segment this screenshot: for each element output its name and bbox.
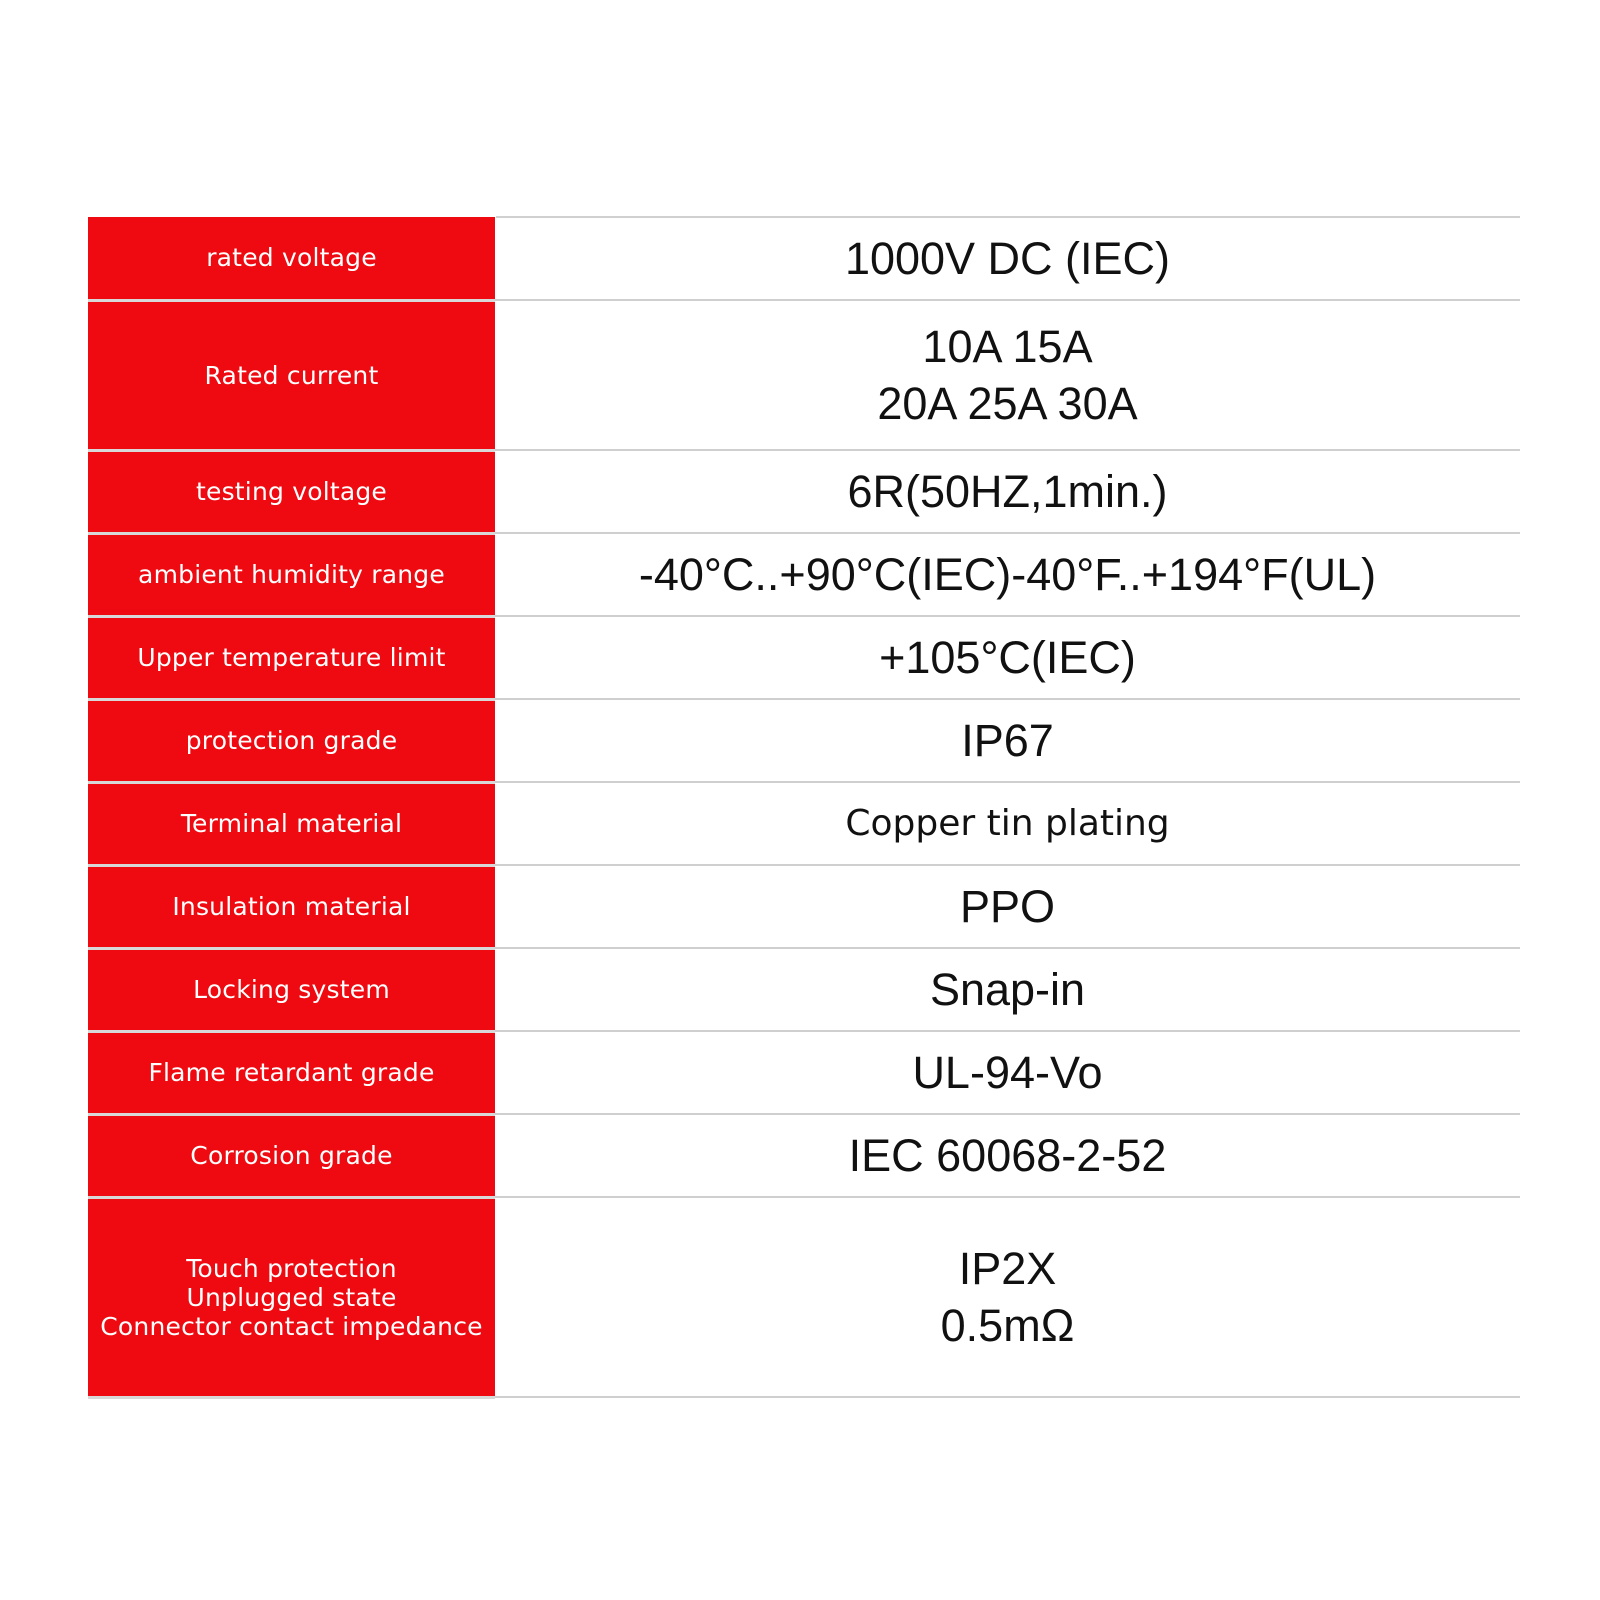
spec-value-flame-retardant-grade xyxy=(495,1031,1520,1114)
spec-value-rated-voltage xyxy=(495,217,1520,300)
spec-value-text: Copper tin plating xyxy=(845,803,1170,844)
table-row xyxy=(88,616,1520,699)
table-row xyxy=(88,1031,1520,1114)
spec-value-text: 0.5mΩ xyxy=(940,1300,1075,1351)
spec-value-testing-voltage xyxy=(495,450,1520,533)
spec-value-protection-grade xyxy=(495,699,1520,782)
spec-value-text: IP67 xyxy=(961,715,1054,766)
table-row xyxy=(88,450,1520,533)
spec-value-insulation-material xyxy=(495,865,1520,948)
spec-label-text: ambient humidity range xyxy=(138,560,445,589)
spec-label-upper-temperature-limit xyxy=(88,616,495,699)
spec-label-testing-voltage xyxy=(88,450,495,533)
spec-label-text: Locking system xyxy=(193,975,390,1004)
table-row xyxy=(88,217,1520,300)
spec-label-insulation-material xyxy=(88,865,495,948)
spec-label-locking-system xyxy=(88,948,495,1031)
spec-value-locking-system xyxy=(495,948,1520,1031)
spec-label-ambient-humidity-range xyxy=(88,533,495,616)
spec-value-text: IP2X xyxy=(958,1243,1057,1294)
spec-value-text: UL-94-Vo xyxy=(912,1047,1103,1098)
spec-label-corrosion-grade xyxy=(88,1114,495,1197)
spec-value-touch-protection xyxy=(495,1197,1520,1397)
table-row xyxy=(88,699,1520,782)
spec-table xyxy=(88,217,1520,1399)
table-row xyxy=(88,300,1520,450)
spec-label-text: Unplugged state xyxy=(186,1282,397,1312)
table-row xyxy=(88,1197,1520,1397)
spec-value-text: Snap-in xyxy=(929,964,1086,1015)
table-row xyxy=(88,1114,1520,1197)
spec-value-text: -40°C..+90°C(IEC)-40°F..+194°F(UL) xyxy=(638,549,1377,600)
spec-value-terminal-material xyxy=(495,782,1520,865)
spec-value-corrosion-grade xyxy=(495,1114,1520,1197)
spec-value-text: 1000V DC (IEC) xyxy=(844,232,1171,284)
table-row xyxy=(88,533,1520,616)
table-row xyxy=(88,948,1520,1031)
spec-value-text: PPO xyxy=(959,881,1056,932)
spec-label-text: protection grade xyxy=(185,726,398,755)
spec-label-touch-protection xyxy=(88,1197,495,1397)
spec-value-text: 20A 25A 30A xyxy=(877,378,1138,429)
spec-label-text: Terminal material xyxy=(180,809,403,838)
spec-value-ambient-humidity-range xyxy=(495,533,1520,616)
spec-value-text: 10A 15A xyxy=(922,321,1093,372)
spec-label-text: Rated current xyxy=(204,360,379,390)
spec-label-text: rated voltage xyxy=(206,243,377,273)
spec-label-text: Touch protection xyxy=(186,1253,397,1283)
spec-label-rated-current xyxy=(88,300,495,450)
spec-label-flame-retardant-grade xyxy=(88,1031,495,1114)
table-row xyxy=(88,782,1520,865)
spec-label-text: Flame retardant grade xyxy=(148,1058,435,1087)
spec-label-text: Upper temperature limit xyxy=(137,643,446,672)
spec-value-rated-current xyxy=(495,300,1520,450)
spec-label-terminal-material xyxy=(88,782,495,865)
spec-label-text: Connector contact impedance xyxy=(100,1311,483,1341)
spec-value-upper-temperature-limit xyxy=(495,616,1520,699)
spec-label-protection-grade xyxy=(88,699,495,782)
spec-label-text: testing voltage xyxy=(195,477,388,506)
spec-value-text: 6R(50HZ,1min.) xyxy=(847,466,1168,517)
table-row xyxy=(88,865,1520,948)
spec-value-text: +105°C(IEC) xyxy=(879,632,1136,683)
spec-label-text: Corrosion grade xyxy=(190,1141,393,1170)
spec-label-text: Insulation material xyxy=(172,892,411,921)
spec-label-rated-voltage xyxy=(88,217,495,300)
spec-value-text: IEC 60068-2-52 xyxy=(848,1130,1167,1181)
